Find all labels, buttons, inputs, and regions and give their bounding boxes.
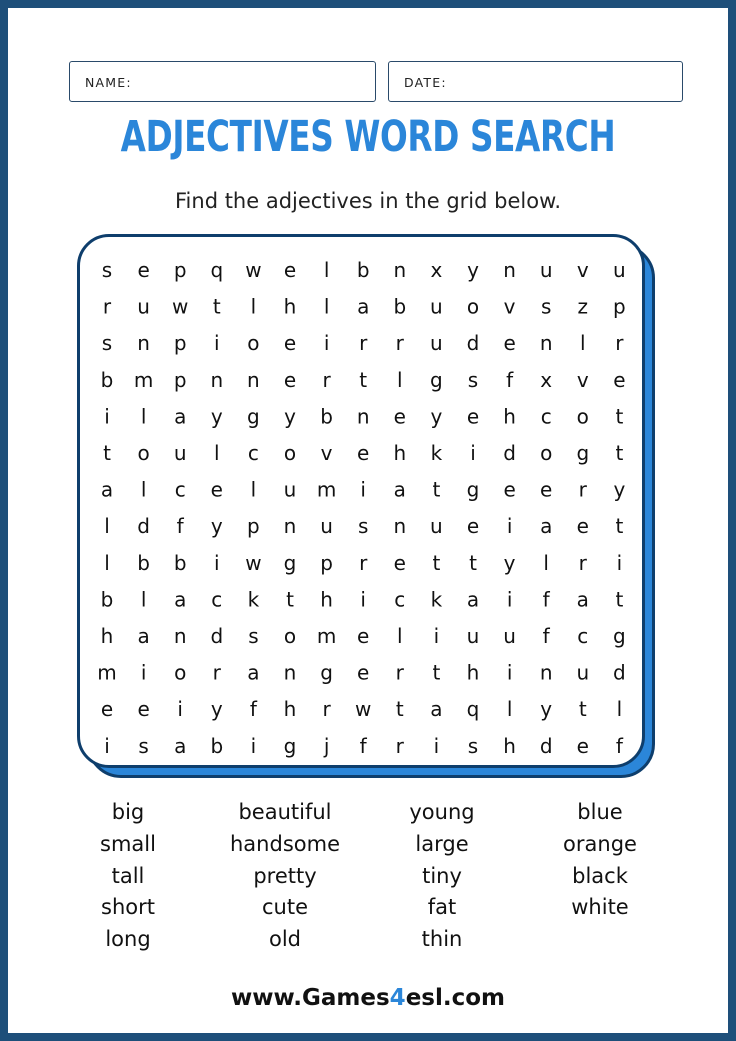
grid-cell[interactable]: l [506, 697, 513, 722]
grid-cell[interactable]: e [357, 624, 370, 648]
grid-cell[interactable]: l [543, 550, 549, 575]
grid-cell[interactable]: n [137, 331, 150, 356]
grid-cell[interactable]: e [137, 697, 150, 722]
grid-cell[interactable]: e [613, 367, 626, 392]
footer-prefix: www.Games [231, 985, 390, 1011]
grid-cell[interactable]: c [540, 404, 552, 429]
grid-cell[interactable]: t [432, 477, 441, 502]
grid-cell[interactable]: d [137, 514, 150, 539]
grid-cell[interactable]: i [360, 587, 366, 612]
grid-cell[interactable]: r [395, 660, 404, 685]
grid-cell[interactable]: t [432, 550, 441, 575]
grid-cell[interactable]: b [210, 733, 224, 758]
grid-cell[interactable]: a [430, 697, 443, 722]
grid-cell[interactable]: y [430, 404, 443, 429]
grid-cell[interactable]: u [466, 624, 480, 648]
grid-cell[interactable]: i [506, 660, 513, 685]
grid-cell[interactable]: p [320, 550, 333, 575]
grid-cell[interactable]: e [466, 404, 480, 429]
grid-cell[interactable]: u [613, 258, 626, 282]
grid-cell[interactable]: r [395, 733, 404, 758]
word-item: young [409, 800, 475, 824]
grid-cell[interactable]: f [359, 733, 367, 758]
grid-cell[interactable]: v [576, 258, 589, 282]
grid-cell[interactable]: b [173, 550, 187, 575]
grid-cell[interactable]: q [466, 697, 480, 722]
word-item: large [415, 831, 469, 856]
grid-cell[interactable]: b [100, 587, 114, 612]
word-item: orange [563, 831, 637, 856]
grid-cell[interactable]: i [140, 660, 147, 685]
grid-cell[interactable]: n [393, 258, 407, 282]
grid-cell[interactable]: e [357, 441, 370, 465]
grid-cell[interactable]: v [503, 294, 516, 319]
grid-cell[interactable]: e [210, 477, 223, 502]
grid-cell[interactable]: s [357, 514, 369, 539]
grid-cell[interactable]: h [320, 587, 333, 612]
date-field[interactable] [388, 61, 683, 102]
grid-cell[interactable]: g [283, 550, 297, 575]
grid-cell[interactable]: s [540, 294, 552, 319]
grid-cell[interactable]: h [100, 624, 114, 648]
grid-cell[interactable]: p [173, 258, 187, 282]
grid-cell[interactable]: t [286, 587, 294, 612]
grid-cell[interactable]: t [432, 660, 441, 685]
grid-cell[interactable]: d [466, 331, 480, 356]
grid-cell[interactable]: c [394, 587, 406, 612]
grid-cell[interactable]: l [323, 258, 330, 282]
grid-cell[interactable]: i [506, 587, 513, 612]
word-item: tall [111, 863, 145, 888]
grid-cell[interactable]: e [540, 477, 553, 502]
grid-cell[interactable]: u [430, 331, 443, 356]
grid-cell[interactable]: r [578, 477, 587, 502]
grid-cell[interactable]: o [540, 441, 553, 465]
grid-cell[interactable]: p [173, 331, 187, 356]
grid-cell[interactable]: c [174, 477, 186, 502]
grid-cell[interactable]: t [359, 367, 368, 392]
grid-cell[interactable]: t [212, 294, 221, 319]
grid-cell[interactable]: y [210, 514, 223, 539]
grid-cell[interactable]: s [101, 331, 113, 356]
grid-cell[interactable]: e [576, 514, 589, 539]
grid-cell[interactable]: m [133, 367, 154, 392]
footer-suffix: esl.com [405, 985, 505, 1011]
footer-url [0, 985, 736, 1011]
grid-cell[interactable]: k [430, 587, 443, 612]
grid-cell[interactable]: e [100, 697, 114, 722]
grid-cell[interactable]: l [580, 331, 586, 356]
grid-cell[interactable]: q [210, 258, 224, 282]
grid-cell[interactable]: f [506, 367, 514, 392]
grid-cell[interactable]: h [503, 404, 516, 429]
grid-cell[interactable]: f [542, 587, 550, 612]
grid-cell[interactable]: s [248, 624, 259, 648]
grid-cell[interactable]: u [283, 477, 297, 502]
grid-cell[interactable]: a [466, 587, 480, 612]
grid-cell[interactable]: e [283, 331, 297, 356]
word-item: big [111, 800, 145, 824]
grid-cell[interactable]: e [466, 514, 480, 539]
word-grid [77, 234, 645, 768]
grid-cell[interactable]: s [467, 733, 479, 758]
grid-cell[interactable]: h [283, 697, 297, 722]
grid-cell[interactable]: u [320, 514, 333, 539]
grid-cell[interactable]: c [247, 441, 259, 465]
grid-cell[interactable]: l [140, 477, 147, 502]
grid-cell[interactable]: y [503, 550, 516, 575]
grid-cell[interactable]: e [283, 367, 297, 392]
grid-cell[interactable]: y [467, 258, 479, 282]
grid-cell[interactable]: r [322, 367, 331, 392]
grid-cell[interactable]: y [210, 697, 223, 722]
grid-cell[interactable]: w [245, 258, 262, 282]
word-item: old [268, 927, 301, 952]
word-item: handsome [230, 831, 340, 856]
grid-cell[interactable]: f [615, 733, 623, 758]
grid-cell[interactable]: l [140, 587, 147, 612]
grid-cell[interactable]: i [214, 331, 220, 356]
word-item: pretty [253, 863, 317, 888]
grid-cell[interactable]: o [576, 404, 589, 429]
grid-cell[interactable]: i [250, 733, 257, 758]
grid-cell[interactable]: r [359, 550, 368, 575]
grid-cell[interactable]: n [539, 660, 553, 685]
grid-cell[interactable]: a [357, 294, 370, 319]
grid-cell[interactable]: s [138, 733, 149, 758]
grid-cell[interactable]: g [613, 624, 626, 648]
grid-cell[interactable]: a [100, 477, 114, 502]
grid-cell[interactable]: f [176, 514, 184, 539]
grid-cell[interactable]: r [359, 331, 368, 356]
grid-cell[interactable]: n [210, 367, 224, 392]
grid-cell[interactable]: k [247, 587, 260, 612]
grid-cell[interactable]: o [283, 624, 297, 648]
grid-cell[interactable]: l [250, 294, 257, 319]
grid-cell[interactable]: a [174, 587, 187, 612]
grid-cell[interactable]: x [430, 258, 443, 282]
word-item: beautiful [238, 800, 332, 824]
grid-cell[interactable]: k [430, 441, 443, 465]
grid-cell[interactable]: h [283, 294, 297, 319]
grid-cell[interactable]: l [104, 514, 110, 539]
grid-cell[interactable]: l [250, 477, 257, 502]
grid-cell[interactable]: o [137, 441, 150, 465]
grid-cell[interactable]: l [214, 441, 220, 465]
grid-cell[interactable]: y [210, 404, 223, 429]
grid-cell[interactable]: a [540, 514, 553, 539]
grid-cell[interactable]: o [466, 294, 480, 319]
grid-cell[interactable]: u [539, 258, 553, 282]
grid-cell[interactable]: u [137, 294, 150, 319]
grid-cell[interactable]: h [393, 441, 407, 465]
grid-cell[interactable]: e [503, 477, 516, 502]
grid-cell[interactable]: h [503, 733, 516, 758]
grid-cell[interactable]: g [247, 404, 260, 429]
grid-cell[interactable]: t [615, 441, 624, 465]
grid-cell[interactable]: s [101, 258, 113, 282]
grid-cell[interactable]: t [615, 404, 624, 429]
grid-cell[interactable]: u [576, 660, 590, 685]
grid-cell[interactable]: p [247, 514, 260, 539]
grid-cell[interactable]: v [576, 367, 589, 392]
grid-cell[interactable]: e [576, 733, 589, 758]
grid-cell[interactable]: p [613, 294, 626, 319]
grid-cell[interactable]: l [397, 367, 403, 392]
grid-cell[interactable]: r [102, 294, 112, 319]
grid-cell[interactable]: g [283, 733, 297, 758]
instructions: Find the adjectives in the grid below. [175, 189, 561, 213]
grid-cell[interactable]: e [393, 550, 406, 575]
grid-cell[interactable]: e [137, 258, 150, 282]
grid-cell[interactable]: v [320, 441, 333, 465]
grid-cell[interactable]: g [320, 660, 333, 685]
grid-cell[interactable]: d [210, 624, 224, 648]
footer-accent: 4 [389, 985, 406, 1011]
grid-cell[interactable]: g [430, 367, 443, 392]
grid-cell[interactable]: w [172, 294, 189, 319]
grid-cell[interactable]: w [355, 697, 372, 722]
grid-cell[interactable]: o [174, 660, 187, 685]
grid-cell[interactable]: b [393, 294, 407, 319]
word-item: fat [427, 895, 457, 920]
grid-cell[interactable]: n [503, 258, 516, 282]
grid-cell[interactable]: i [104, 733, 110, 758]
grid-cell[interactable]: a [174, 404, 187, 429]
page-title: ADJECTIVES WORD SEARCH [120, 112, 616, 162]
grid-cell[interactable]: m [97, 660, 117, 685]
grid-cell[interactable]: f [542, 624, 550, 648]
grid-cell[interactable]: t [578, 697, 587, 722]
grid-cell[interactable]: u [430, 294, 443, 319]
grid-cell[interactable]: e [393, 404, 406, 429]
grid-cell[interactable]: t [615, 587, 624, 612]
grid-cell[interactable]: i [506, 514, 513, 539]
grid-cell[interactable]: t [469, 550, 477, 575]
grid-cell[interactable]: n [283, 660, 297, 685]
grid-cell[interactable]: r [212, 660, 221, 685]
grid-cell[interactable]: u [503, 624, 516, 648]
grid-cell[interactable]: l [323, 294, 330, 319]
grid-cell[interactable]: a [137, 624, 150, 648]
grid-cell[interactable]: m [316, 477, 337, 502]
grid-cell[interactable]: d [613, 660, 626, 685]
grid-cell[interactable]: n [393, 514, 407, 539]
word-item: short [101, 895, 155, 920]
grid-cell[interactable]: a [576, 587, 589, 612]
grid-cell[interactable]: u [430, 514, 443, 539]
word-item: white [571, 895, 629, 920]
word-item: tiny [422, 863, 462, 888]
grid-cell[interactable]: a [393, 477, 406, 502]
grid-cell[interactable]: f [249, 697, 257, 722]
grid-cell[interactable]: w [245, 550, 262, 575]
grid-cell[interactable]: c [211, 587, 223, 612]
grid-cell[interactable]: d [539, 733, 553, 758]
name-field[interactable] [69, 61, 376, 102]
grid-cell[interactable]: n [356, 404, 370, 429]
grid-cell[interactable]: g [466, 477, 480, 502]
grid-cell[interactable]: n [539, 331, 553, 356]
grid-cell[interactable]: y [613, 477, 626, 502]
grid-cell[interactable]: b [137, 550, 150, 575]
grid-cell[interactable]: i [177, 697, 183, 722]
grid-cell[interactable]: x [540, 367, 553, 392]
grid-cell[interactable]: o [283, 441, 297, 465]
grid-cell[interactable]: j [323, 733, 330, 758]
word-item: black [572, 863, 628, 888]
grid-cell[interactable]: s [467, 367, 479, 392]
grid-cell[interactable]: i [360, 477, 366, 502]
word-item: small [100, 831, 156, 856]
grid-cell[interactable]: e [283, 258, 297, 282]
grid-cell[interactable]: r [615, 331, 624, 356]
grid-cell[interactable]: n [247, 367, 260, 392]
grid-cell[interactable]: t [615, 514, 624, 539]
letter-grid [80, 237, 648, 771]
grid-cell[interactable]: i [470, 441, 476, 465]
grid-cell[interactable]: g [576, 441, 590, 465]
date-label: DATE: [404, 75, 447, 90]
grid-cell[interactable]: y [540, 697, 553, 722]
grid-cell[interactable]: i [323, 331, 330, 356]
grid-cell[interactable]: i [214, 550, 220, 575]
grid-cell[interactable]: l [397, 624, 403, 648]
grid-cell[interactable]: i [433, 624, 440, 648]
grid-cell[interactable]: p [173, 367, 187, 392]
name-label: NAME: [85, 75, 132, 90]
grid-cell[interactable]: b [356, 258, 370, 282]
grid-cell[interactable]: b [100, 367, 114, 392]
word-item: blue [577, 800, 623, 824]
grid-cell[interactable]: i [104, 404, 110, 429]
grid-cell[interactable]: n [283, 514, 297, 539]
grid-cell[interactable]: h [466, 660, 480, 685]
word-item: thin [421, 927, 463, 952]
grid-cell[interactable]: a [247, 660, 260, 685]
grid-cell[interactable]: t [395, 697, 404, 722]
grid-cell[interactable]: l [104, 550, 110, 575]
grid-cell[interactable]: n [173, 624, 187, 648]
grid-cell[interactable]: d [503, 441, 516, 465]
grid-cell[interactable]: c [577, 624, 589, 648]
grid-cell[interactable]: l [140, 404, 147, 429]
grid-cell[interactable]: y [284, 404, 296, 429]
grid-cell[interactable]: r [322, 697, 331, 722]
grid-cell[interactable]: l [616, 697, 623, 722]
word-item: long [105, 927, 151, 952]
grid-cell[interactable]: t [103, 441, 111, 465]
grid-cell[interactable]: a [174, 733, 187, 758]
grid-cell[interactable]: u [173, 441, 187, 465]
grid-cell[interactable]: m [316, 624, 337, 648]
grid-cell[interactable]: e [503, 331, 516, 356]
grid-cell[interactable]: r [395, 331, 404, 356]
grid-cell[interactable]: e [357, 660, 370, 685]
grid-cell[interactable]: r [578, 550, 587, 575]
grid-cell[interactable]: i [433, 733, 440, 758]
word-item: cute [261, 895, 308, 920]
grid-cell[interactable]: o [247, 331, 260, 356]
grid-cell[interactable]: z [577, 294, 589, 319]
grid-cell[interactable]: i [616, 550, 623, 575]
grid-cell[interactable]: b [320, 404, 333, 429]
